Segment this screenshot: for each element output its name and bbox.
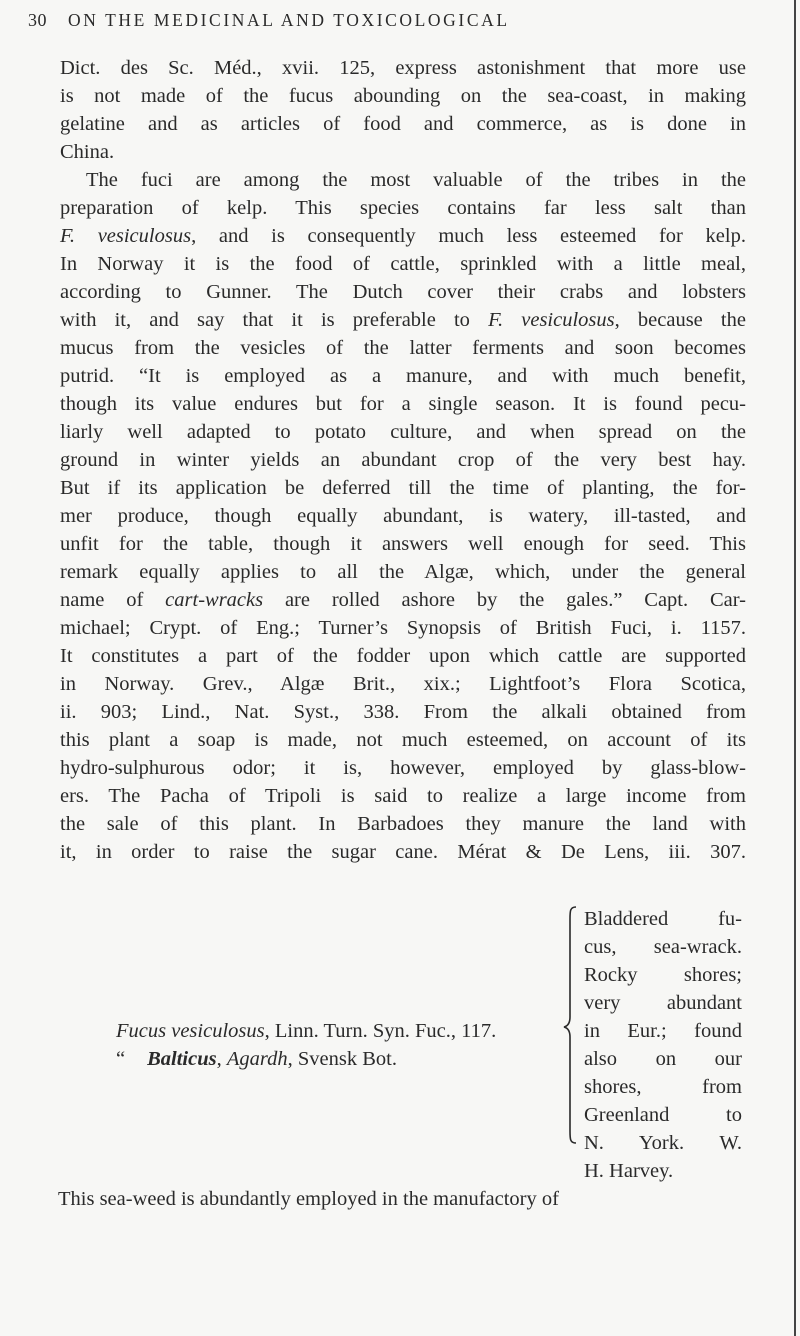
habitat-line: very abundant (584, 992, 742, 1014)
body-line: is not made of the fucus abounding on the sea-coast, in making (60, 85, 746, 107)
variety-name: Balticus (147, 1048, 217, 1070)
curly-brace-icon (563, 905, 577, 1145)
body-line: remark equally applies to all the Algæ, which, under the general (60, 561, 746, 583)
body-line: But if its application be deferred till the time of planting, the for- (60, 477, 746, 499)
author-name: Agardh (226, 1048, 288, 1070)
ditto-mark: “ (116, 1048, 126, 1070)
running-head (0, 0, 740, 40)
page-number: 30 (28, 10, 47, 30)
body-line: preparation of kelp. This species contains far less salt than (60, 197, 746, 219)
closing-line: This sea-weed is abundantly employed in the manufactory of (58, 1188, 559, 1210)
habitat-line: Rocky shores; (584, 964, 742, 986)
habitat-line: cus, sea-wrack. (584, 936, 742, 958)
habitat-line: N. York. W. (584, 1132, 742, 1154)
body-line: In Norway it is the food of cattle, sprinkled with a little meal, (60, 253, 746, 275)
body-line: ii. 903; Lind., Nat. Syst., 338. From the alkali obtained from (60, 701, 746, 723)
body-line: name of cart-wracks are rolled ashore by the gales.” Capt. Car- (60, 589, 746, 611)
body-line: liarly well adapted to potato culture, and when spread on the (60, 421, 746, 443)
habitat-line: Bladdered fu- (584, 908, 742, 930)
habitat-line: also on our (584, 1048, 742, 1070)
synonym-line-2 (116, 1045, 397, 1073)
body-line: mer produce, though equally abundant, is watery, ill-tasted, and (60, 505, 746, 527)
body-line: putrid. “It is employed as a manure, and with much benefit, (60, 365, 746, 387)
separator: , (216, 1048, 227, 1070)
body-line: according to Gunner. The Dutch cover their crabs and lobsters (60, 281, 746, 303)
body-line: this plant a soap is made, not much esteemed, on account of its (60, 729, 746, 751)
body-line: The fuci are among the most valuable of the tribes in the (86, 169, 746, 191)
body-line: with it, and say that it is preferable to F. vesiculosus, because the (60, 309, 746, 331)
species-name: Fucus vesiculosus (116, 1020, 265, 1042)
body-line: gelatine and as articles of food and commerce, as is done in (60, 113, 746, 135)
body-line: it, in order to raise the sugar cane. Mérat & De Lens, iii. 307. (60, 841, 746, 863)
habitat-line: Greenland to (584, 1104, 742, 1126)
synonym-line-1 (116, 1017, 496, 1045)
body-line: the sale of this plant. In Barbadoes they manure the land with (60, 813, 746, 835)
body-line: in Norway. Grev., Algæ Brit., xix.; Lightfoot’s Flora Scotica, (60, 673, 746, 695)
body-line: ground in winter yields an abundant crop of the very best hay. (60, 449, 746, 471)
body-line: China. (60, 141, 115, 163)
synonym-reference: , Svensk Bot. (287, 1048, 397, 1070)
synonym-reference: , Linn. Turn. Syn. Fuc., 117. (264, 1020, 497, 1042)
habitat-line: in Eur.; found (584, 1020, 742, 1042)
page-edge (794, 0, 796, 1336)
body-line: It constitutes a part of the fodder upon which cattle are supported (60, 645, 746, 667)
body-line: ers. The Pacha of Tripoli is said to realize a large income from (60, 785, 746, 807)
body-line: mucus from the vesicles of the latter ferments and soon becomes (60, 337, 746, 359)
body-line: though its value endures but for a single season. It is found pecu- (60, 393, 746, 415)
habitat-line: H. Harvey. (584, 1160, 674, 1182)
body-line: unfit for the table, though it answers well enough for seed. This (60, 533, 746, 555)
body-line: F. vesiculosus, and is consequently much less esteemed for kelp. (60, 225, 746, 247)
body-line: Dict. des Sc. Méd., xvii. 125, express astonishment that more use (60, 57, 746, 79)
body-line: michael; Crypt. of Eng.; Turner’s Synopsis of British Fuci, i. 1157. (60, 617, 746, 639)
body-line: hydro-sulphurous odor; it is, however, employed by glass-blow- (60, 757, 746, 779)
habitat-line: shores, from (584, 1076, 742, 1098)
running-head-title: ON THE MEDICINAL AND TOXICOLOGICAL (68, 10, 510, 30)
